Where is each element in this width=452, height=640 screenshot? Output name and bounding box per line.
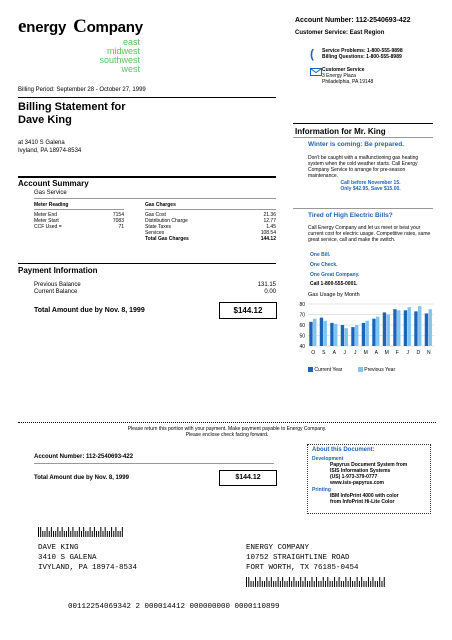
service-location-city: Ivyland, PA 18974-8534 xyxy=(18,147,82,154)
barcode-bar xyxy=(72,527,73,537)
barcode-bar xyxy=(336,581,337,587)
barcode-bar xyxy=(47,527,48,537)
bar-current-year xyxy=(393,309,396,346)
barcode-bar xyxy=(115,527,116,537)
barcode-bar xyxy=(359,581,360,587)
return-instructions-line2: Please enclose check facing forward. xyxy=(185,432,269,438)
bar-previous-year xyxy=(355,325,358,346)
statement-title-name: Dave King xyxy=(18,114,72,126)
chart-ytick-label: 80 xyxy=(299,301,305,308)
meter-row-value: 71 xyxy=(118,224,124,230)
stub-amount-due-label: Total Amount due by Nov. 8, 1999 xyxy=(34,475,129,481)
barcode-bar xyxy=(251,581,252,587)
barcode-bar xyxy=(87,531,88,537)
barcode-bar xyxy=(372,577,373,587)
barcode-bar xyxy=(98,531,99,537)
barcode-bar xyxy=(293,577,294,587)
barcode-bar xyxy=(62,527,63,537)
barcode-bar xyxy=(334,577,335,587)
barcode-bar xyxy=(111,527,112,537)
bar-current-year xyxy=(425,313,428,346)
slogan-one-check: One Check. xyxy=(310,262,338,268)
barcode-bar xyxy=(280,581,281,587)
barcode-customer xyxy=(38,527,124,537)
barcode-bar xyxy=(105,527,106,537)
barcode-bar xyxy=(70,531,71,537)
chart-xtick-label: S xyxy=(322,350,326,356)
bar-previous-year xyxy=(366,321,369,346)
barcode-bar xyxy=(109,531,110,537)
charge-row-value: 1.45 xyxy=(266,224,276,230)
barcode-bar xyxy=(122,527,123,537)
barcode-bar xyxy=(275,581,276,587)
account-number: Account Number: 112-2540693-422 xyxy=(295,17,411,24)
print-label: Printing xyxy=(312,487,331,493)
charge-row-value: 108.54 xyxy=(260,230,276,236)
barcode-bar xyxy=(307,581,308,587)
barcode-bar xyxy=(55,531,56,537)
barcode-bar xyxy=(57,527,58,537)
barcode-bar xyxy=(316,577,317,587)
bar-current-year xyxy=(414,311,417,346)
barcode-bar xyxy=(302,581,303,587)
chart-ytick-label: 40 xyxy=(299,343,305,350)
barcode-bar xyxy=(49,531,50,537)
chart-xtick-label: O xyxy=(311,350,316,356)
previous-balance-label: Previous Balance xyxy=(34,282,81,288)
region-southwest: southwest xyxy=(99,55,140,65)
barcode-company xyxy=(246,577,386,587)
charge-row-label: Services xyxy=(145,230,165,236)
slogan-one-bill: One Bill. xyxy=(310,252,331,258)
bills-heading: Tired of High Electric Bills? xyxy=(308,212,393,219)
tear-line xyxy=(18,422,436,423)
bar-current-year xyxy=(351,327,354,346)
charge-row-label: State Taxes xyxy=(145,224,172,230)
meter-row-value: 7083 xyxy=(112,218,124,224)
barcode-bar xyxy=(314,581,315,587)
barcode-bar xyxy=(291,581,292,587)
about-document xyxy=(307,444,431,514)
dev-line: ISIS Information Systems xyxy=(330,468,391,474)
barcode-bar xyxy=(53,531,54,537)
winter-cta-line1: Call before November 15. xyxy=(340,180,401,186)
chart-legend xyxy=(308,367,395,373)
bar-previous-year xyxy=(345,328,348,346)
service-address-title: Customer Service xyxy=(322,67,365,73)
stub-account-number: Account Number: 112-2540693-422 xyxy=(34,454,134,460)
meter-row-label: Meter Start xyxy=(34,218,59,224)
phone-service: Service Problems: 1-800-555-9898 xyxy=(322,48,403,54)
charge-row-label: Distribution Charge xyxy=(145,218,188,224)
barcode-bar xyxy=(377,581,378,587)
winter-heading: Winter is coming: Be prepared. xyxy=(308,141,405,148)
barcode-bar xyxy=(289,577,290,587)
barcode-bar xyxy=(94,527,95,537)
gas-service-label: Gas Service xyxy=(34,190,67,196)
chart-xtick-label: N xyxy=(426,350,431,356)
charge-row-value: 21.36 xyxy=(263,212,276,218)
payment-info-title: Payment Information xyxy=(18,266,98,275)
meter-row-value: 7154 xyxy=(112,212,124,218)
bar-previous-year xyxy=(334,324,337,346)
barcode-bar xyxy=(352,581,353,587)
chart-xtick-label: A xyxy=(374,350,378,356)
charge-row-total xyxy=(145,236,276,242)
winter-cta xyxy=(308,180,433,192)
barcode-bar xyxy=(354,581,355,587)
phone-billing: Billing Questions: 1-800-555-8989 xyxy=(322,54,402,60)
barcode-bar xyxy=(66,531,67,537)
barcode-bar xyxy=(309,581,310,587)
stub-amount-due-box: $144.12 xyxy=(219,470,277,486)
bar-current-year xyxy=(341,325,344,346)
ocr-scan-line: 00112254069342 2 000014412 000000000 0000110899 xyxy=(68,603,280,611)
barcode-bar xyxy=(298,581,299,587)
legend-swatch-previous xyxy=(358,367,363,372)
legend-current: Current Year xyxy=(314,367,343,373)
company-street: 10752 STRAIGHTLINE ROAD xyxy=(246,554,350,562)
barcode-bar xyxy=(60,531,61,537)
slogans xyxy=(310,250,359,280)
barcode-bar xyxy=(370,581,371,587)
charge-row-value: 144.12 xyxy=(260,236,276,242)
barcode-bar xyxy=(96,531,97,537)
billing-period: Billing Period: September 28 - October 27, 1999 xyxy=(18,87,146,93)
barcode-bar xyxy=(77,531,78,537)
barcode-bar xyxy=(284,581,285,587)
statement-title xyxy=(18,101,126,127)
barcode-bar xyxy=(75,531,76,537)
bar-current-year xyxy=(309,322,312,346)
barcode-bar xyxy=(269,581,270,587)
barcode-bar xyxy=(296,581,297,587)
service-address-line2: Philadelphia, PA 19148 xyxy=(322,79,374,85)
barcode-bar xyxy=(38,527,39,537)
barcode-bar xyxy=(379,577,380,587)
meter-row xyxy=(34,224,124,230)
meter-row-label: CCF Used = xyxy=(34,224,62,230)
customer-name: DAVE KING xyxy=(38,544,79,552)
barcode-bar xyxy=(366,581,367,587)
barcode-bar xyxy=(257,581,258,587)
print-line: IBM InfoPrint 4000 with color xyxy=(330,493,399,499)
barcode-bar xyxy=(348,581,349,587)
barcode-bar xyxy=(51,527,52,537)
dev-line: (US) 1-973-379-0777 xyxy=(330,474,378,480)
barcode-bar xyxy=(368,577,369,587)
barcode-bar xyxy=(305,577,306,587)
barcode-bar xyxy=(273,581,274,587)
barcode-bar xyxy=(278,577,279,587)
barcode-bar xyxy=(266,577,267,587)
barcode-bar xyxy=(44,531,45,537)
bar-previous-year xyxy=(376,317,379,346)
bar-previous-year xyxy=(313,319,316,346)
meter-row-label: Meter End xyxy=(34,212,58,218)
dev-lines xyxy=(330,462,407,486)
customer-street: 3410 S GALENA xyxy=(38,554,97,562)
barcode-bar xyxy=(327,577,328,587)
chart-xtick-label: M xyxy=(363,350,368,356)
barcode-bar xyxy=(262,581,263,587)
bar-current-year xyxy=(320,318,323,346)
chart-xtick-label: J xyxy=(354,350,357,356)
bar-current-year xyxy=(330,323,333,346)
envelope-icon xyxy=(310,68,322,76)
chart-xtick-label: A xyxy=(332,350,336,356)
barcode-bar xyxy=(83,527,84,537)
bar-previous-year xyxy=(429,309,432,346)
barcode-bar xyxy=(40,527,41,537)
barcode-bar xyxy=(42,531,43,537)
bills-body: Call Energy Company and let us meet or beat your current cost for electric usage. Competitive rates, same great service, call and make the switch. xyxy=(308,225,431,243)
service-location xyxy=(18,140,81,155)
amount-due-label: Total Amount due by Nov. 8, 1999 xyxy=(34,307,145,314)
slogan-one-company: One Great Company. xyxy=(310,272,360,278)
bar-previous-year xyxy=(408,307,411,346)
region-west: west xyxy=(121,64,140,74)
chart-xtick-label: M xyxy=(384,350,389,356)
bar-previous-year xyxy=(397,310,400,346)
service-location-street: at 3410 S Galena xyxy=(18,140,65,146)
barcode-bar xyxy=(264,581,265,587)
customer-service-region: Customer Service: East Region xyxy=(295,30,385,36)
bar-current-year xyxy=(372,319,375,346)
brand-name-first: nergy xyxy=(26,19,67,36)
charge-row-label: Total Gas Charges xyxy=(145,236,189,242)
barcode-bar xyxy=(311,577,312,587)
brand-name-second: ompany xyxy=(86,19,143,36)
company-name: ENERGY COMPANY xyxy=(246,544,310,552)
barcode-bar xyxy=(118,531,119,537)
about-title: About this Document: xyxy=(312,447,375,453)
barcode-bar xyxy=(68,527,69,537)
service-address-line1: 3 Energy Plaza xyxy=(322,73,356,79)
dev-line: Papyrus Document System from xyxy=(330,462,408,468)
barcode-bar xyxy=(260,577,261,587)
account-summary-title: Account Summary xyxy=(18,179,89,188)
barcode-bar xyxy=(248,577,249,587)
barcode-bar xyxy=(107,531,108,537)
dev-line: www.isis-papyrus.com xyxy=(330,480,384,486)
customer-mailing-address xyxy=(38,543,137,573)
bar-current-year xyxy=(383,312,386,346)
legend-previous: Previous Year xyxy=(364,367,396,373)
charge-row-label: Gas Cost xyxy=(145,212,166,218)
gas-charges-header: Gas Charges xyxy=(145,202,176,208)
barcode-bar xyxy=(375,581,376,587)
amount-due-box: $144.12 xyxy=(219,302,277,319)
chart-xtick-label: J xyxy=(406,350,409,356)
barcode-bar xyxy=(282,577,283,587)
barcode-bar xyxy=(246,577,247,587)
barcode-bar xyxy=(120,531,121,537)
company-city: FORT WORTH, TX 76185-0454 xyxy=(246,564,359,572)
dev-label: Development xyxy=(312,456,344,462)
company-mailing-address xyxy=(246,543,359,573)
barcode-bar xyxy=(345,577,346,587)
barcode-bar xyxy=(318,581,319,587)
region-midwest: midwest xyxy=(106,46,140,56)
print-lines xyxy=(330,493,399,505)
print-line: from InfoPrint Hi-Lite Color xyxy=(330,499,395,505)
barcode-bar xyxy=(384,577,385,587)
statement-title-line1: Billing Statement for xyxy=(18,101,126,113)
barcode-bar xyxy=(341,581,342,587)
chart-ytick-label: 50 xyxy=(299,333,305,340)
winter-body: Don't be caught with a malfunctioning gas heating system when the cold weather starts. Call Energy Company Service to arrange for pre-season maintenance. xyxy=(308,155,419,179)
bills-call: Call 1-800-555-0001. xyxy=(310,281,358,287)
barcode-bar xyxy=(271,577,272,587)
barcode-bar xyxy=(357,577,358,587)
barcode-bar xyxy=(300,577,301,587)
chart-xtick-label: F xyxy=(395,350,399,356)
current-balance-value: 0.00 xyxy=(264,289,276,295)
bar-previous-year xyxy=(324,321,327,346)
barcode-bar xyxy=(253,581,254,587)
barcode-bar xyxy=(325,581,326,587)
brand-logo xyxy=(18,16,158,86)
barcode-bar xyxy=(350,577,351,587)
bar-previous-year xyxy=(387,315,390,347)
brand-regions xyxy=(99,38,140,74)
barcode-bar xyxy=(332,581,333,587)
barcode-bar xyxy=(363,581,364,587)
phone-icon: ( xyxy=(310,47,314,61)
usage-chart xyxy=(294,300,436,365)
customer-city: IVYLAND, PA 18974-8534 xyxy=(38,564,138,572)
barcode-bar xyxy=(81,531,82,537)
return-instructions-line1: Please return this portion with your payment. Make payment payable to Energy Company. xyxy=(127,426,327,432)
barcode-bar xyxy=(361,577,362,587)
chart-ytick-label: 60 xyxy=(299,322,305,329)
service-address xyxy=(322,67,373,85)
barcode-bar xyxy=(79,527,80,537)
bar-current-year xyxy=(404,310,407,346)
barcode-bar xyxy=(92,531,93,537)
barcode-bar xyxy=(323,577,324,587)
meter-reading-header: Meter Reading xyxy=(34,202,69,208)
barcode-bar xyxy=(287,581,288,587)
usage-chart-title: Gas Usage by Month xyxy=(308,292,360,298)
legend-swatch-current xyxy=(308,367,313,372)
barcode-bar xyxy=(330,581,331,587)
barcode-bar xyxy=(85,531,86,537)
phone-list xyxy=(322,48,403,60)
charge-row-value: 12.77 xyxy=(263,218,276,224)
chart-xtick-label: D xyxy=(416,350,421,356)
winter-cta-line2: Only $42.95, Save $15.00. xyxy=(340,186,401,192)
chart-xtick-label: J xyxy=(343,350,346,356)
barcode-bar xyxy=(113,531,114,537)
barcode-bar xyxy=(100,527,101,537)
barcode-bar xyxy=(381,581,382,587)
barcode-bar xyxy=(343,581,344,587)
barcode-bar xyxy=(255,577,256,587)
brand-name: energy Company xyxy=(18,16,143,37)
previous-balance-value: 131.15 xyxy=(257,282,276,288)
barcode-bar xyxy=(64,531,65,537)
barcode-bar xyxy=(90,527,91,537)
current-balance-label: Current Balance xyxy=(34,289,78,295)
info-title: Information for Mr. King xyxy=(295,127,386,136)
barcode-bar xyxy=(103,531,104,537)
return-instructions xyxy=(18,426,436,438)
barcode-bar xyxy=(321,581,322,587)
bar-previous-year xyxy=(418,306,421,346)
barcode-bar xyxy=(339,577,340,587)
bar-current-year xyxy=(362,323,365,346)
chart-ytick-label: 70 xyxy=(299,312,305,319)
region-east: east xyxy=(122,37,140,47)
